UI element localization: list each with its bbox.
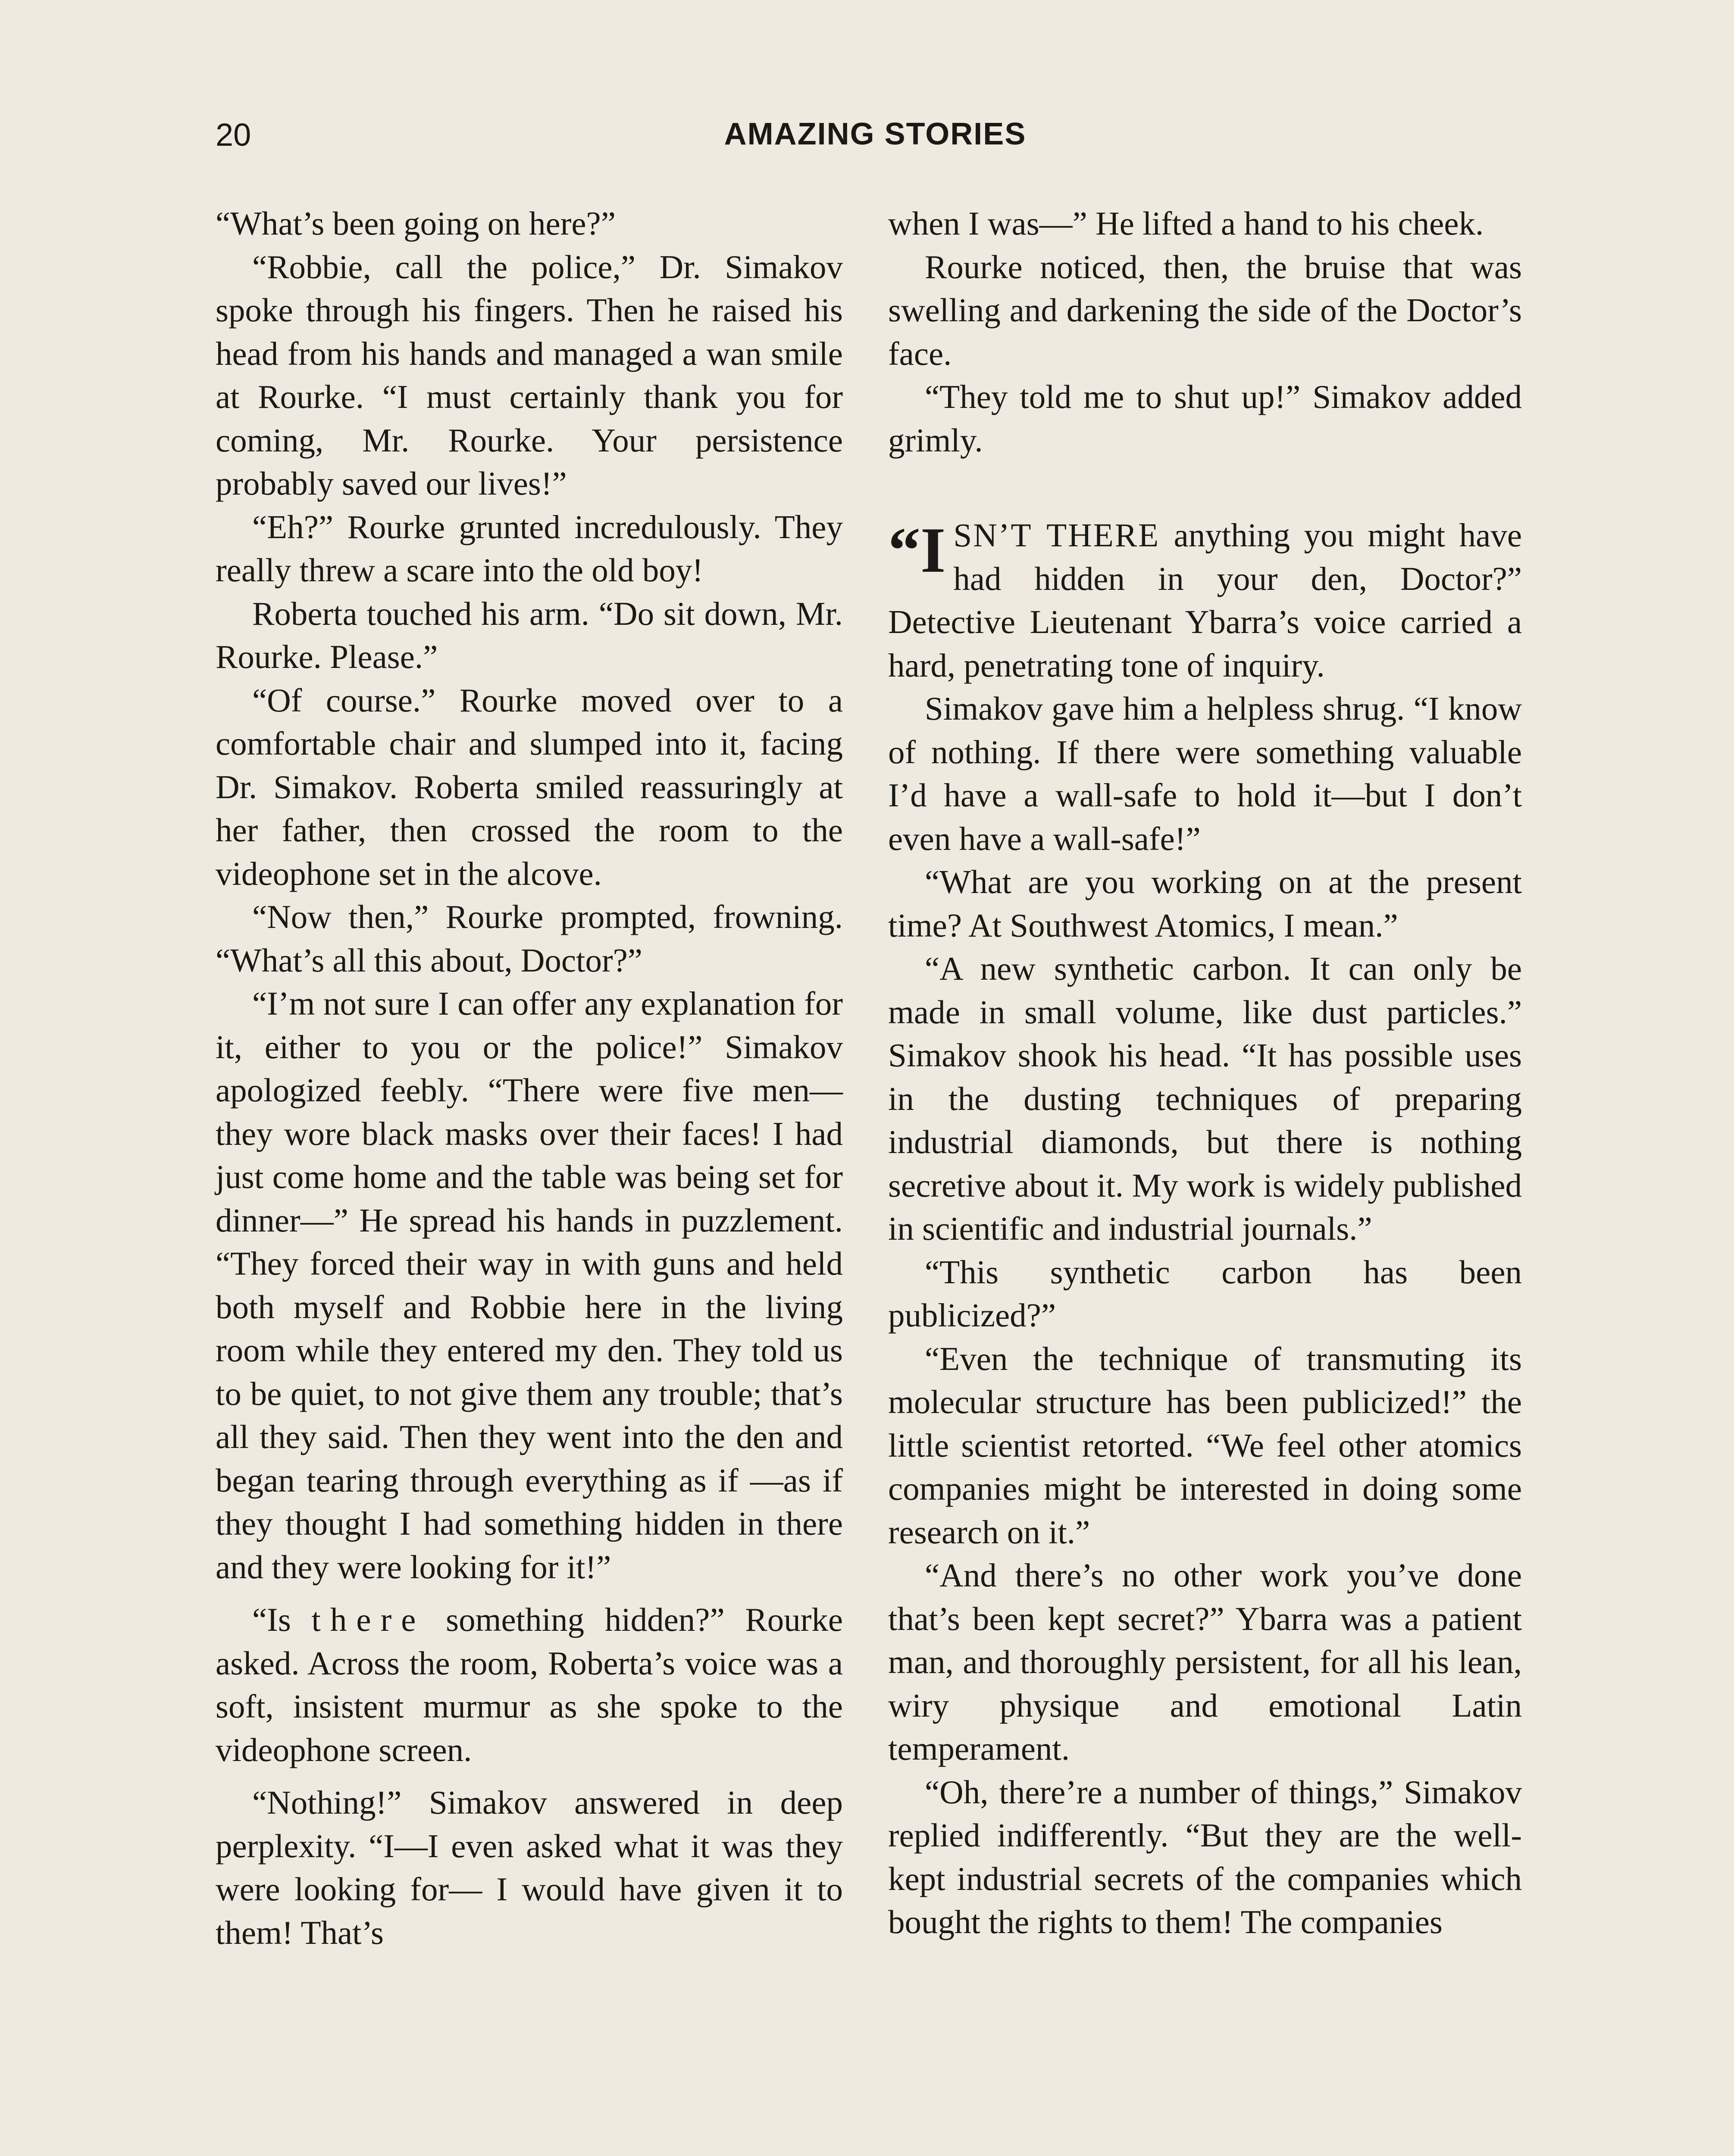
paragraph-rest: anything you might have had hidden in your den, Doctor?” Detective Lieutenant Ybarra’s voice carried a hard, penetrating tone of inquiry. <box>888 517 1522 684</box>
paragraph: “Of course.” Rourke moved over to a comfortable chair and slumped into it, facing Dr. Simakov. Roberta smiled reassuringly at her father, then crossed the room to the videophone set in the alcove. <box>216 681 843 892</box>
paragraph-open: “Is <box>252 1601 291 1638</box>
paragraph: “Robbie, call the police,” Dr. Simakov spoke through his fingers. Then he raised his head from his hands and managed a wan smile at Rourke. “I must certainly thank you for coming, Mr. Rourke. Your persistence probably saved our lives!” <box>216 248 843 502</box>
drop-cap: “I <box>888 514 946 586</box>
paragraph <box>216 1598 843 1771</box>
magazine-title: AMAZING STORIES <box>724 117 1027 151</box>
paragraph: “Nothing!” Simakov answered in deep perplexity. “I—I even asked what it was they were looking for— I would have given it to them! That’s <box>216 1784 843 1951</box>
lead-in-caps: SN’T THERE <box>953 517 1160 554</box>
page-header <box>216 116 1535 164</box>
paragraph: Simakov gave him a helpless shrug. “I know of nothing. If there were something valuable I’d have a wall-safe to hold it—but I don’t even have a wall-safe!” <box>888 690 1522 857</box>
paragraph: “They told me to shut up!” Simakov added grimly. <box>888 378 1522 459</box>
right-column <box>888 202 1522 1944</box>
paragraph: Rourke noticed, then, the bruise that was swelling and darkening the side of the Doctor’s face. <box>888 248 1522 372</box>
paragraph: “Oh, there’re a number of things,” Simakov replied indifferently. “But they are the well-kept industrial secrets of the companies which bought the rights to them! The companies <box>888 1773 1522 1940</box>
paragraph: “What’s been going on here?” <box>216 205 616 242</box>
paragraph: “Eh?” Rourke grunted incredulously. They really threw a scare into the old boy! <box>216 508 843 589</box>
paragraph: “Now then,” Rourke prompted, frowning. “What’s all this about, Doctor?” <box>216 898 843 979</box>
paragraph: when I was—” He lifted a hand to his cheek. <box>888 205 1484 242</box>
section-start-paragraph <box>888 514 1522 687</box>
paragraph-rest: something hidden?” Rourke asked. Across the room, Roberta’s voice was a soft, insistent murmur as she spoke to the videophone screen. <box>216 1601 843 1768</box>
paragraph: “I’m not sure I can offer any explanation for it, either to you or the police!” Simakov apologized feebly. “There were five men—they wore black masks over their faces! I had just come home and the table was being set for dinner—” He spread his hands in puzzlement. “They forced their way in with guns and held both myself and Robbie here in the living room while they entered my den. They told us to be quiet, to not give them any trouble; that’s all they said. Then they went into the den and began tearing through everything as if —as if they thought I had something hidden in there and they were looking for it!” <box>216 985 843 1586</box>
paragraph: “A new synthetic carbon. It can only be made in small volume, like dust particles.” Simakov shook his head. “It has possible uses in the dusting techniques of preparing industrial diamonds, but there is nothing secretive about it. My work is widely published in scientific and industrial journals.” <box>888 950 1522 1247</box>
emphasized-word: there <box>311 1601 426 1638</box>
paragraph: “And there’s no other work you’ve done that’s been kept secret?” Ybarra was a patient man, and thoroughly persistent, for all his lean, wiry physique and emotional Latin temperament. <box>888 1557 1522 1767</box>
paragraph: “What are you working on at the present time? At Southwest Atomics, I mean.” <box>888 863 1522 944</box>
paragraph: “This synthetic carbon has been publicized?” <box>888 1253 1522 1334</box>
paragraph: Roberta touched his arm. “Do sit down, Mr. Rourke. Please.” <box>216 595 843 675</box>
paragraph: “Even the technique of transmuting its molecular structure has been publicized!” the little scientist retorted. “We feel other atomics companies might be interested in doing some research on it.” <box>888 1340 1522 1551</box>
left-column <box>216 202 843 1954</box>
page-number: 20 <box>216 117 251 153</box>
